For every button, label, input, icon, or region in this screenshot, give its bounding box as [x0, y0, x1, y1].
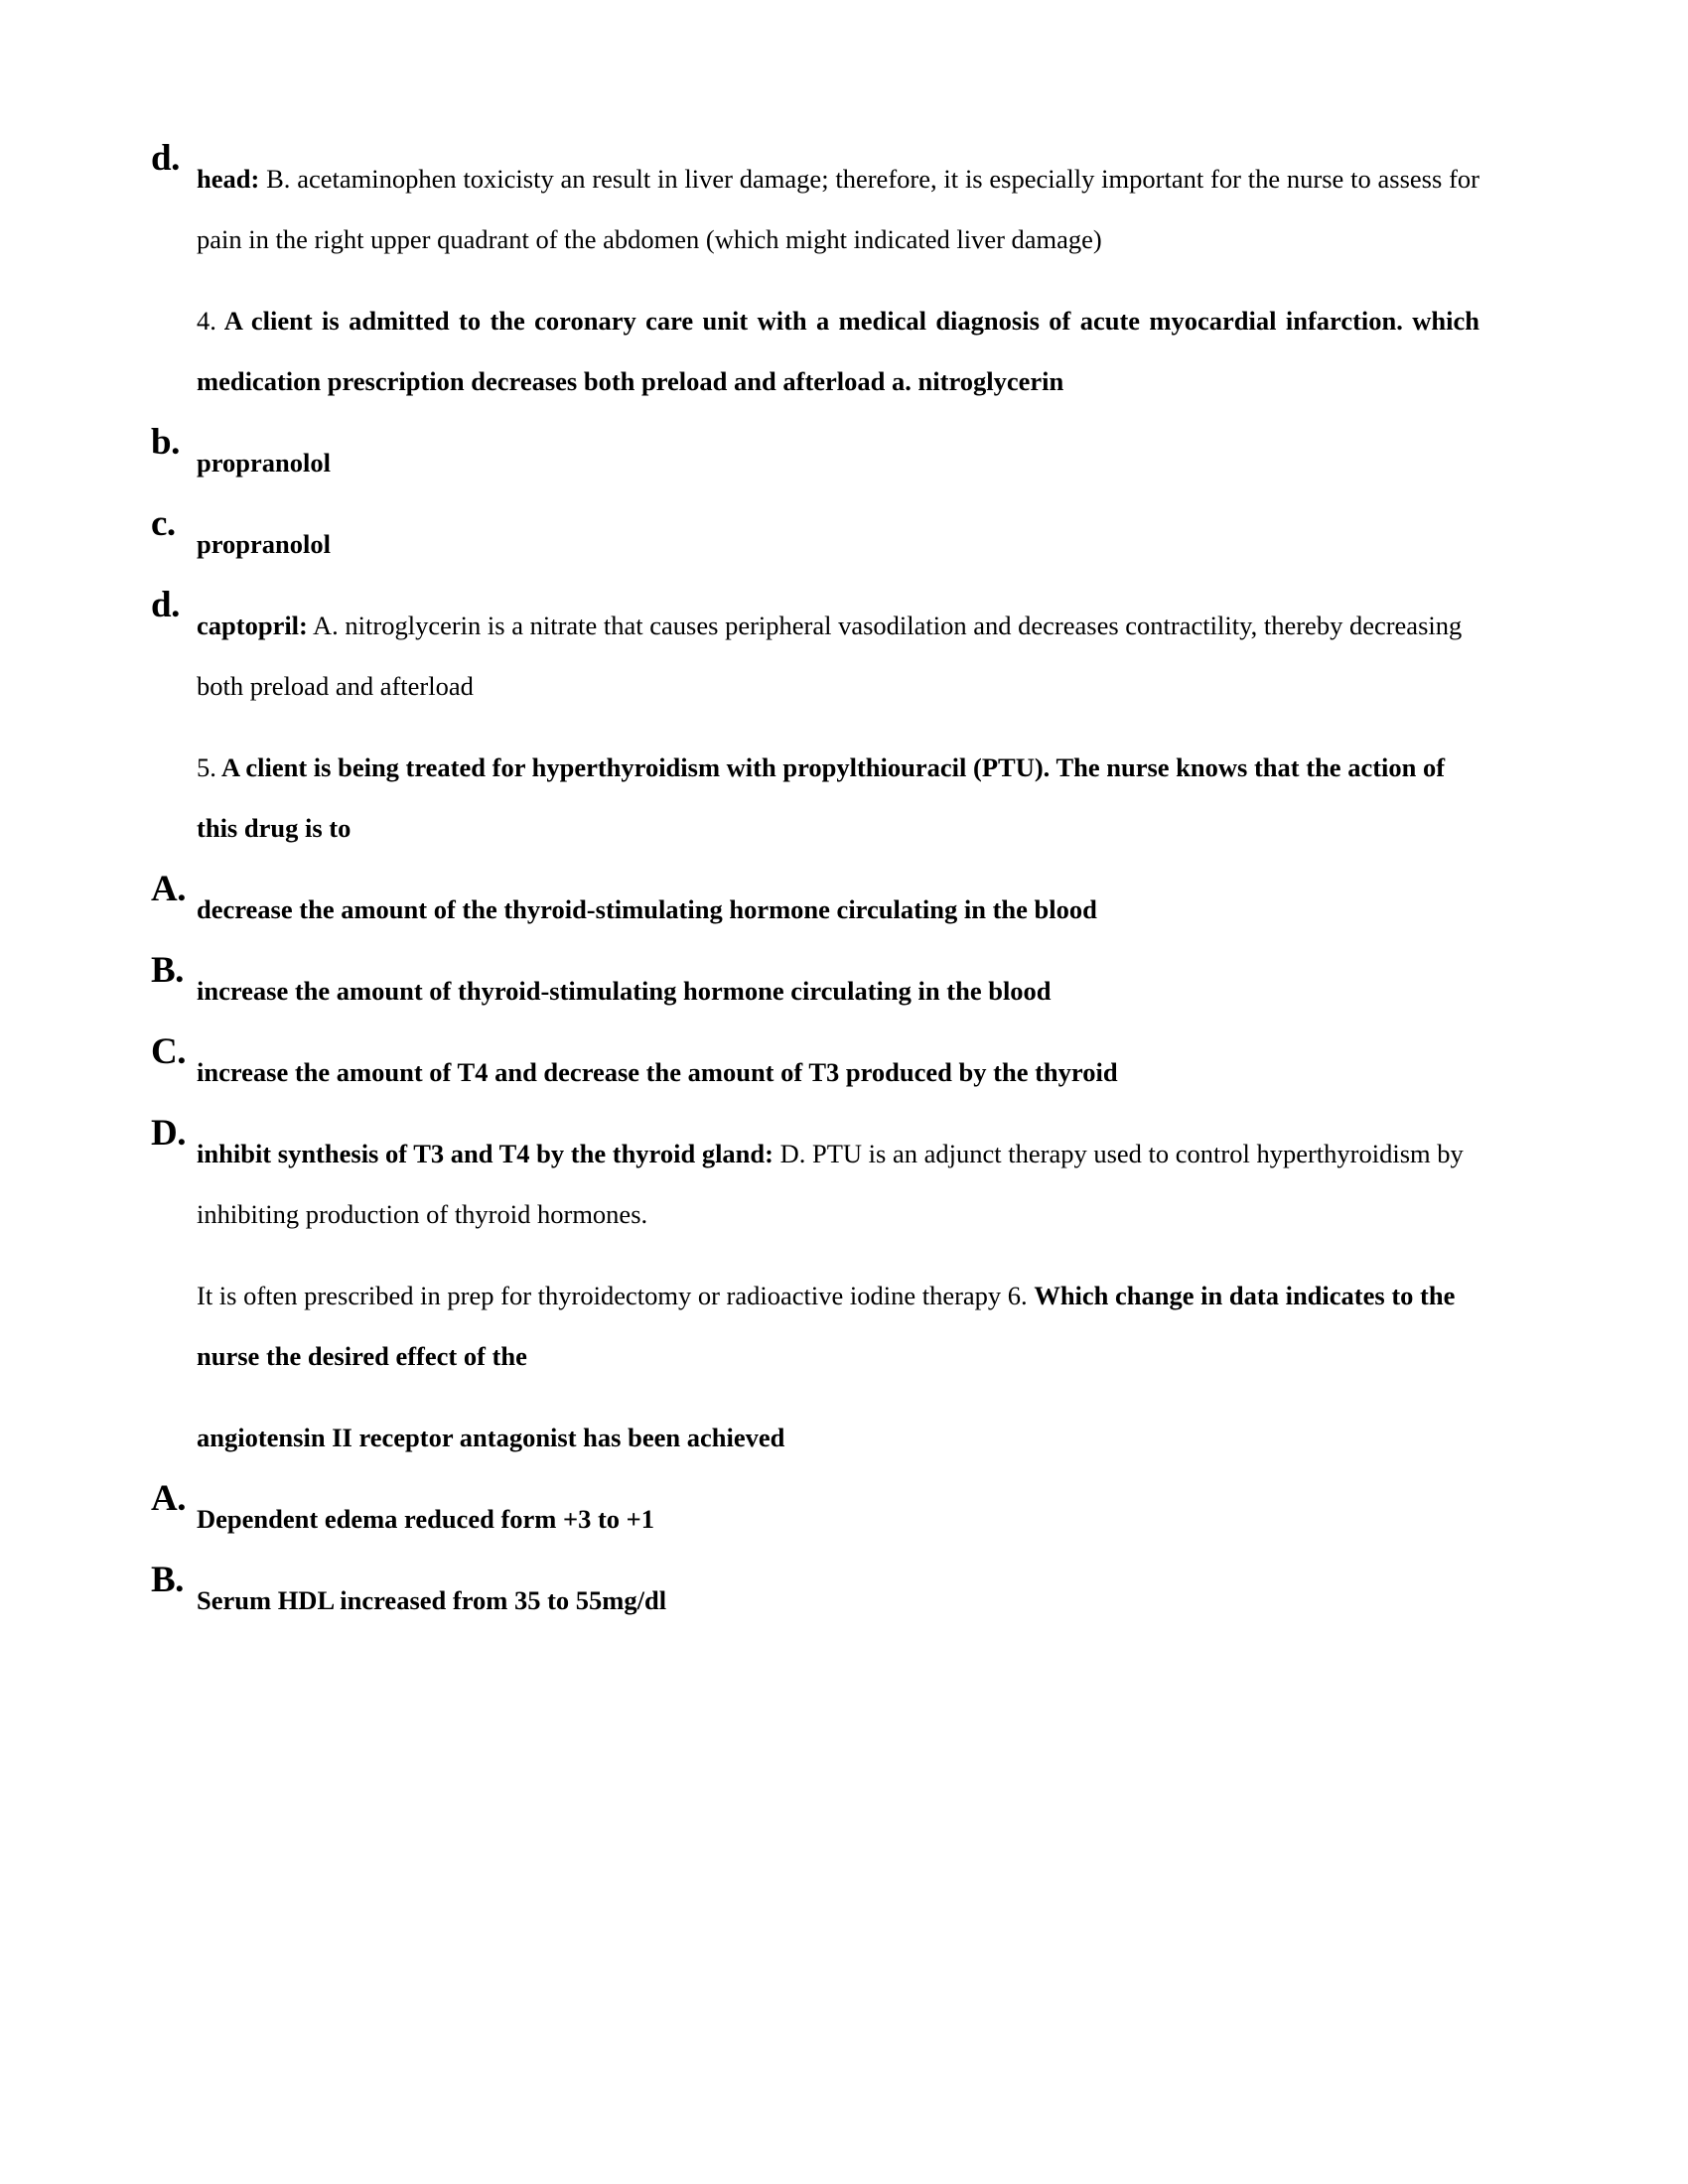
lead-bold-text: inhibit synthesis of T3 and T4 by the thyroid gland:	[197, 1139, 774, 1168]
option-text: increase the amount of T4 and decrease the amount of T3 produced by the thyroid	[197, 1057, 1118, 1087]
list-item	[151, 138, 1479, 270]
list-item	[151, 1031, 1479, 1103]
list-item	[151, 869, 1479, 940]
list-item-paragraph	[197, 1042, 1479, 1103]
list-item-paragraph	[197, 1570, 1479, 1631]
list-marker: C.	[151, 1031, 186, 1072]
list-marker: B.	[151, 1560, 184, 1600]
question-block	[151, 738, 1479, 859]
question-number: 4.	[197, 306, 216, 336]
option-text: Serum HDL increased from 35 to 55mg/dl	[197, 1585, 667, 1615]
list-marker: D.	[151, 1113, 186, 1154]
continuation-block	[151, 1408, 1479, 1468]
list-item-paragraph	[197, 433, 1479, 493]
option-text: decrease the amount of the thyroid-stimulating hormone circulating in the blood	[197, 894, 1097, 924]
continuation-paragraph	[197, 1408, 1479, 1468]
question-block	[151, 291, 1479, 412]
list-marker: A.	[151, 1478, 186, 1519]
list-marker: d.	[151, 585, 180, 625]
lead-bold-text: captopril:	[197, 611, 308, 640]
list-item-paragraph	[197, 880, 1479, 940]
option-text: Dependent edema reduced form +3 to +1	[197, 1504, 655, 1534]
list-item-paragraph	[197, 514, 1479, 575]
question-paragraph	[197, 291, 1479, 412]
list-item	[151, 950, 1479, 1022]
option-text: propranolol	[197, 448, 331, 478]
list-item-paragraph	[197, 1489, 1479, 1550]
continuation-paragraph	[197, 1266, 1479, 1387]
list-item	[151, 1560, 1479, 1631]
list-item	[151, 1478, 1479, 1550]
body-text: A. nitroglycerin is a nitrate that causes peripheral vasodilation and decreases contractility, thereby decreasing both preload and afterload	[197, 611, 1463, 701]
list-item-paragraph	[197, 961, 1479, 1022]
list-marker: d.	[151, 138, 180, 179]
question-text: A client is being treated for hyperthyroidism with propylthiouracil (PTU). The nurse knows that the action of this drug is to	[197, 752, 1446, 843]
lead-bold-text: head:	[197, 164, 260, 194]
body-text: D. PTU is an adjunct therapy used to control hyperthyroidism by inhibiting production of thyroid hormones.	[197, 1139, 1464, 1229]
question-number: 5.	[197, 752, 216, 782]
question-text: A client is admitted to the coronary care unit with a medical diagnosis of acute myocardial infarction. which medication prescription decreases both preload and afterload a. nitroglycerin	[197, 306, 1479, 396]
plain-text: It is often prescribed in prep for thyroidectomy or radioactive iodine therapy 6.	[197, 1281, 1035, 1310]
list-marker: A.	[151, 869, 186, 909]
document-body	[151, 138, 1479, 1631]
option-text: propranolol	[197, 529, 331, 559]
list-marker: b.	[151, 422, 180, 463]
question-text: Which change in data indicates to the nurse the desired effect of the	[197, 1281, 1456, 1371]
list-item-paragraph	[197, 596, 1479, 717]
question-paragraph	[197, 738, 1479, 859]
question-text: angiotensin II receptor antagonist has been achieved	[197, 1423, 785, 1452]
list-marker: c.	[151, 503, 176, 544]
list-item	[151, 422, 1479, 493]
list-item-paragraph	[197, 149, 1479, 270]
continuation-block	[151, 1266, 1479, 1387]
list-item	[151, 503, 1479, 575]
list-item	[151, 1113, 1479, 1245]
option-text: increase the amount of thyroid-stimulating hormone circulating in the blood	[197, 976, 1052, 1006]
list-item	[151, 585, 1479, 717]
list-marker: B.	[151, 950, 184, 991]
body-text: B. acetaminophen toxicisty an result in liver damage; therefore, it is especially important for the nurse to assess for pain in the right upper quadrant of the abdomen (which might indicated liver damage)	[197, 164, 1479, 254]
list-item-paragraph	[197, 1124, 1479, 1245]
